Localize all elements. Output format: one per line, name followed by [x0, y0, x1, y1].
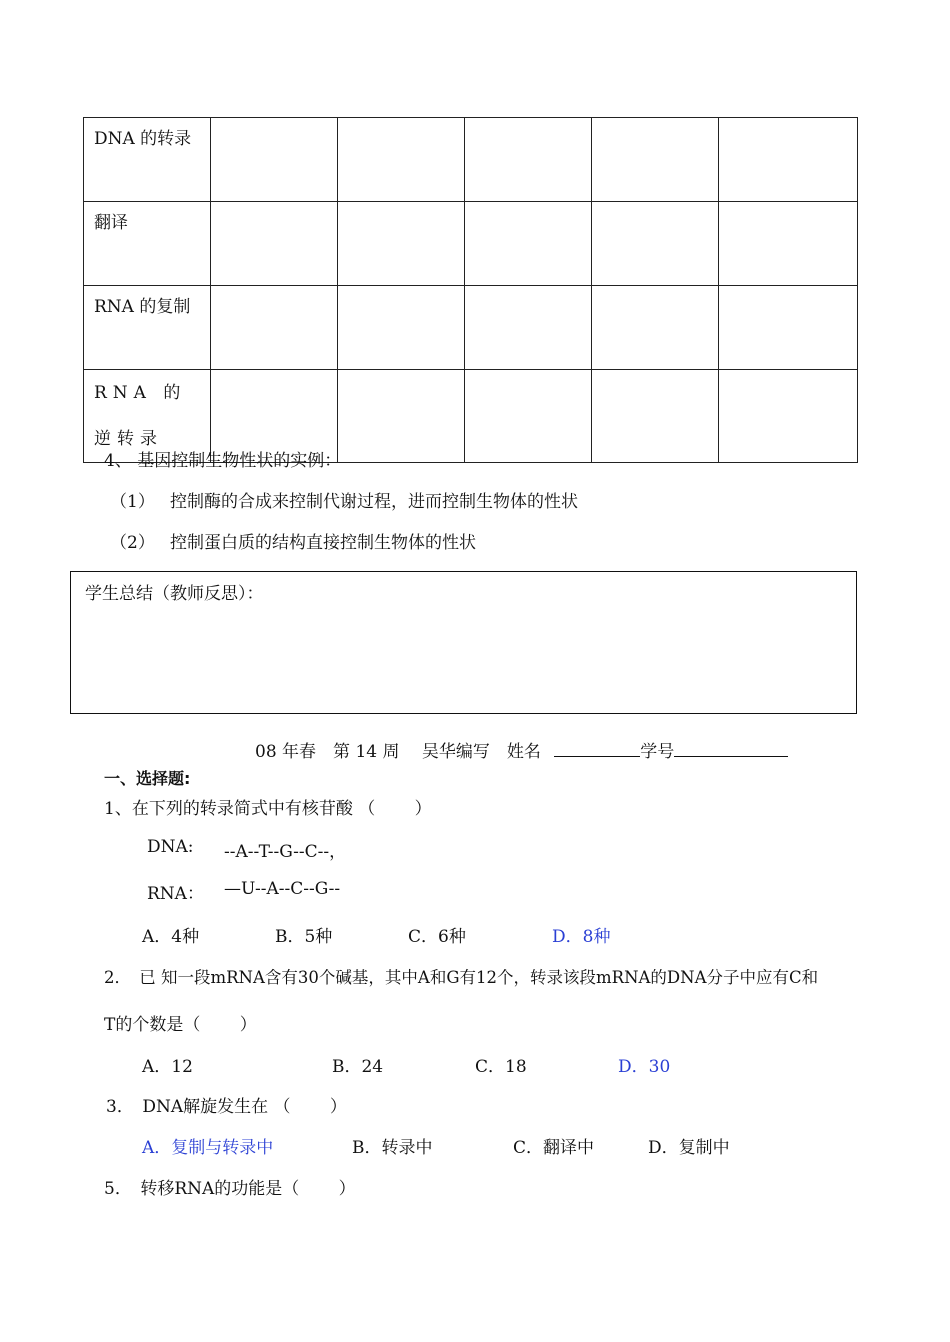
table-cell	[719, 118, 858, 202]
header-text: 08 年春 第 14 周 吴华编写 姓名	[255, 742, 541, 762]
table-row	[84, 118, 858, 202]
table-cell	[465, 370, 592, 463]
q1-dna-label: DNA:	[147, 837, 194, 857]
worksheet-header	[255, 737, 788, 762]
q3-option-d: D．复制中	[648, 1138, 730, 1158]
q1-dna-seq: --A--T--G--C--，	[224, 842, 347, 862]
student-id-blank[interactable]	[674, 738, 788, 757]
q2-option-b: B．24	[332, 1057, 384, 1077]
name-blank[interactable]	[554, 738, 640, 757]
q1-option-d: D．8种	[552, 927, 611, 947]
section4-title: 4、 基因控制生物性状的实例：	[104, 451, 342, 471]
q3-option-a: A．复制与转录中	[142, 1138, 274, 1158]
table-row	[84, 286, 858, 370]
section4-item2-num: （2）	[110, 533, 155, 553]
section1-title: 一、选择题:	[104, 769, 191, 788]
section4-item1-text: 控制酶的合成来控制代谢过程，进而控制生物体的性状	[170, 492, 578, 512]
table-cell	[719, 370, 858, 463]
process-table	[83, 117, 858, 463]
table-cell	[592, 370, 719, 463]
q2-option-a: A．12	[142, 1057, 193, 1077]
table-cell	[338, 202, 465, 286]
table-cell	[338, 370, 465, 463]
table-cell	[211, 118, 338, 202]
table-cell	[465, 286, 592, 370]
q5-stem: 5． 转移RNA的功能是（ ）	[104, 1179, 356, 1199]
table-cell	[592, 118, 719, 202]
table-row	[84, 202, 858, 286]
table-cell	[338, 286, 465, 370]
table-cell	[465, 202, 592, 286]
q2-stem-line1: 2． 已 知一段mRNA含有30个碱基，其中A和G有12个，转录该段mRNA的DNA分子中应有C和	[104, 968, 819, 987]
row-label: RNA 的复制	[84, 286, 211, 370]
q1-option-a: A．4种	[142, 927, 200, 947]
table-cell	[211, 286, 338, 370]
row-label: RNA 的逆转录	[94, 383, 187, 449]
table-cell	[719, 202, 858, 286]
row-label: DNA 的转录	[84, 118, 211, 202]
summary-box[interactable]	[70, 571, 857, 714]
q2-option-d: D．30	[618, 1057, 671, 1077]
student-id-label: 学号	[640, 742, 675, 762]
q1-option-c: C．6种	[408, 927, 466, 947]
section4-item2-text: 控制蛋白质的结构直接控制生物体的性状	[170, 533, 476, 553]
q3-stem: 3． DNA解旋发生在 （ ）	[106, 1097, 347, 1117]
table-cell	[338, 118, 465, 202]
row-label: 翻译	[84, 202, 211, 286]
table-cell	[719, 286, 858, 370]
table-cell	[211, 202, 338, 286]
q1-rna-label: RNA：	[147, 884, 204, 904]
q3-option-c: C．翻译中	[513, 1138, 595, 1158]
table-cell	[592, 202, 719, 286]
table-cell	[592, 286, 719, 370]
q1-stem: 1、在下列的转录简式中有核苷酸 （ ）	[104, 799, 432, 819]
q2-option-c: C．18	[475, 1057, 527, 1077]
section4-item1-num: （1）	[110, 492, 155, 512]
q1-option-b: B．5种	[275, 927, 333, 947]
q1-rna-seq: —U--A--C--G--	[224, 879, 341, 899]
table-cell	[465, 118, 592, 202]
q3-option-b: B．转录中	[352, 1138, 433, 1158]
summary-label: 学生总结（教师反思）：	[85, 584, 264, 604]
q2-stem-line2: T的个数是（ ）	[104, 1015, 257, 1035]
